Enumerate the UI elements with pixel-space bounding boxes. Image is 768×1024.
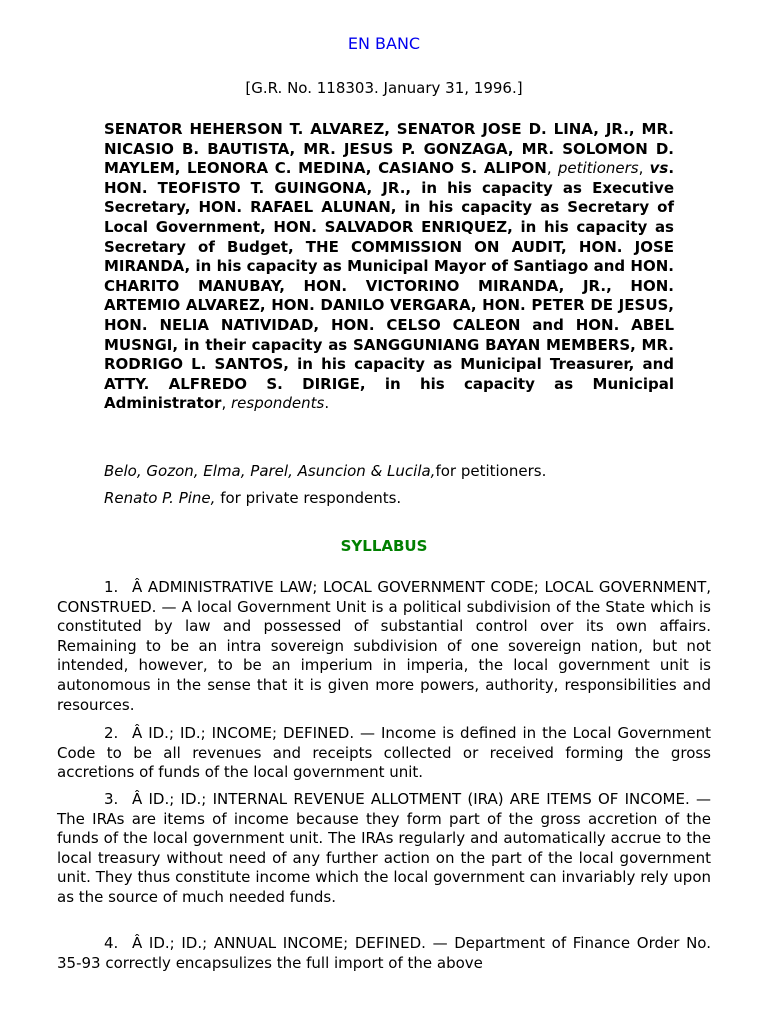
separator-comma: , — [638, 159, 650, 178]
versus-label: vs — [649, 159, 669, 178]
division-label: EN BANC — [347, 34, 421, 53]
counsel-name: Belo, Gozon, Elma, Parel, Asuncion & Lucila, — [104, 462, 436, 480]
syllabus-item-text: Â ADMINISTRATIVE LAW; LOCAL GOVERNMENT CODE; LOCAL GOVERNMENT, CONSTRUED. — A local Government Unit is a political subdivision of the State which is constituted by law and possessed of substantial control over its own affairs. Remaining to be an intra sovereign subdivision of one sovereign nation, but not intended, however, to be an imperium in imperia, the local government unit is autonomous in the sense that it is given more powers, authority, responsibilities and resources. — [57, 578, 711, 714]
syllabus-item-text: Â ID.; ID.; INCOME; DEFINED. — Income is defined in the Local Government Code to be all revenues and receipts collected or received forming the gross accretions of funds of the local government unit. — [57, 724, 711, 782]
syllabus-item-number: 4. — [104, 934, 119, 952]
respondents-names: . HON. TEOFISTO T. GUINGONA, JR., in his capacity as Executive Secretary, HON. RAFAEL ALUNAN, in his capacity as Secretary of Local Government, HON. SALVADOR ENRIQUEZ, in his capacity as Secretary of Budget, THE COMMISSION ON AUDIT, HON. JOSE MIRANDA, in his capacity as Municipal Mayor of Santiago and HON. CHARITO MANUBAY, HON. VICTORINO MIRANDA, JR., HON. ARTEMIO ALVAREZ, HON. DANILO VERGARA, HON. PETER DE JESUS, HON. NELIA NATIVIDAD, HON. CELSO CALEON and HON. ABEL MUSNGI, in their capacity as SANGGUNIANG BAYAN MEMBERS, MR. RODRIGO L. SANTOS, in his capacity as Municipal Treasurer, and ATTY. ALFREDO S. DIRIGE, in his capacity as Municipal Administrator — [104, 159, 675, 413]
respondents-label: respondents — [230, 394, 325, 413]
petitioners-names: SENATOR HEHERSON T. ALVAREZ, SENATOR JOSE D. LINA, JR., MR. NICASIO B. BAUTISTA, MR. JESUS P. GONZAGA, MR. SOLOMON D. MAYLEM, LEONORA C. MEDINA, CASIANO S. ALIPON — [104, 120, 674, 178]
syllabus-item-number: 2. — [104, 724, 119, 742]
syllabus-heading: SYLLABUS — [340, 537, 428, 555]
counsel-name: Renato P. Pine, — [104, 489, 216, 507]
counsel-petitioners — [104, 461, 704, 481]
case-parties — [104, 120, 674, 414]
syllabus-item — [57, 790, 711, 908]
separator-comma: , — [221, 394, 231, 413]
syllabus-item-text: Â ID.; ID.; ANNUAL INCOME; DEFINED. — Department of Finance Order No. 35-93 correctly encapsulizes the full import of the above — [57, 934, 711, 972]
syllabus-item-number: 3. — [104, 790, 119, 808]
syllabus-item-text: Â ID.; ID.; INTERNAL REVENUE ALLOTMENT (IRA) ARE ITEMS OF INCOME. — The IRAs are items of income because they form part of the gross accretion of the funds of the local government unit. The IRAs regularly and automatically accrue to the local treasury without need of any further action on the part of the local government unit. They thus constitute income which the local government can invariably rely upon as the source of much needed funds. — [57, 790, 711, 906]
counsel-role: for private respondents. — [215, 489, 402, 507]
closing-period: . — [324, 394, 330, 413]
syllabus-item — [57, 724, 711, 783]
counsel-role: for petitioners. — [435, 462, 547, 480]
syllabus-item — [57, 578, 711, 715]
separator-comma: , — [546, 159, 558, 178]
petitioners-label: petitioners — [557, 159, 639, 178]
syllabus-item-number: 1. — [104, 578, 119, 596]
case-number: [G.R. No. 118303. January 31, 1996.] — [245, 79, 523, 97]
syllabus-item — [57, 934, 711, 973]
counsel-respondents — [104, 488, 704, 508]
